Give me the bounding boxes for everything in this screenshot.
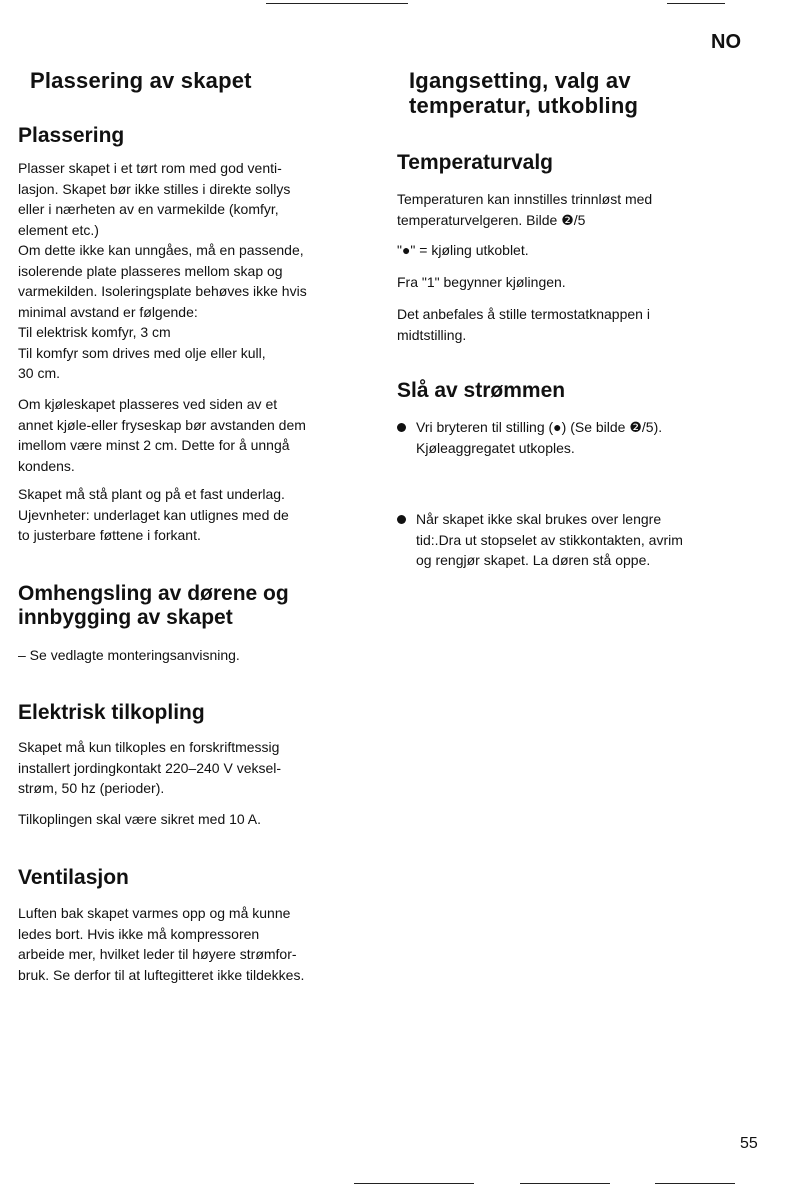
- text-line: Til komfyr som drives med olje eller kull,: [18, 344, 266, 361]
- text-line: Om kjøleskapet plasseres ved siden av et: [18, 396, 278, 412]
- text-line: kondens.: [18, 457, 75, 474]
- bullet-dot-icon: [397, 423, 406, 432]
- language-code: NO: [711, 31, 741, 53]
- bottom-rule-2: [520, 1183, 610, 1184]
- text-line: Skapet må stå plant og på et fast underlag.: [18, 486, 285, 502]
- text-line: Når skapet ikke skal brukes over lengre: [416, 511, 662, 527]
- placement-paragraph-3: [18, 484, 378, 546]
- text-line: Kjøleaggregatet utkoples.: [416, 439, 575, 456]
- heading-doors: [18, 582, 289, 630]
- text-line: installert jordingkontakt 220–240 V veksel-: [18, 759, 282, 776]
- page-number: 55: [740, 1135, 758, 1152]
- text-line: Temperaturen kan innstilles trinnløst med: [397, 191, 653, 207]
- heading-placement: Plassering: [18, 124, 125, 147]
- heading-power-off: Slå av strømmen: [397, 379, 566, 402]
- text-line: element etc.): [18, 221, 99, 238]
- text-line: Om dette ikke kan unngåes, må en passende,: [18, 242, 304, 258]
- electrical-paragraph-1: [18, 737, 378, 799]
- text-line: temperaturvelgeren. Bilde ❷/5: [397, 211, 586, 228]
- text-line: 30 cm.: [18, 365, 61, 381]
- heading-doors-line-1: Omhengsling av dørene og: [18, 582, 289, 605]
- power-off-bullet-2: [397, 509, 796, 571]
- text-line: midtstilling.: [397, 326, 467, 343]
- electrical-paragraph-2: Tilkoplingen skal være sikret med 10 A.: [18, 811, 262, 827]
- section-title-startup-line-1: Igangsetting, valg av: [409, 68, 631, 93]
- doors-text: – Se vedlagte monteringsanvisning.: [18, 647, 240, 663]
- text-line: minimal avstand er følgende:: [18, 303, 198, 320]
- text-line: Plasser skapet i et tørt rom med god venti-: [18, 160, 282, 176]
- heading-ventilation: Ventilasjon: [18, 866, 129, 889]
- text-line: Vri bryteren til stilling (●) (Se bilde ❷/5).: [416, 419, 663, 435]
- text-line: varmekilden. Isoleringsplate behøves ikke hvis: [18, 283, 307, 299]
- text-line: tid:.Dra ut stopselet av stikkontakten, avrim: [416, 531, 683, 548]
- power-off-bullet-1: [397, 417, 796, 458]
- placement-paragraph-2: [18, 394, 378, 476]
- placement-paragraph-1: [18, 158, 378, 384]
- text-line: ledes bort. Hvis ikke må kompressoren: [18, 925, 260, 942]
- temperature-paragraph-1: [397, 189, 787, 230]
- text-line: bruk. Se derfor til at luftegitteret ikke tildekkes.: [18, 966, 305, 983]
- heading-temperature: Temperaturvalg: [397, 151, 553, 174]
- section-title-placement: Plassering av skapet: [30, 68, 252, 93]
- bullet-dot-icon: [397, 515, 406, 524]
- text-line: Det anbefales å stille termostatknappen i: [397, 306, 650, 322]
- text-line: Til elektrisk komfyr, 3 cm: [18, 324, 171, 340]
- heading-doors-line-2: innbygging av skapet: [18, 606, 233, 629]
- text-line: arbeide mer, hvilket leder til høyere strømfor-: [18, 946, 297, 962]
- bottom-rule-3: [655, 1183, 735, 1184]
- bottom-rule-1: [354, 1183, 474, 1184]
- temperature-paragraph-3: Fra "1" begynner kjølingen.: [397, 274, 566, 290]
- section-title-startup-line-2: temperatur, utkobling: [409, 93, 639, 118]
- text-line: Ujevnheter: underlaget kan utlignes med de: [18, 506, 289, 523]
- text-line: to justerbare føttene i forkant.: [18, 527, 201, 543]
- text-line: isolerende plate plasseres mellom skap og: [18, 262, 283, 279]
- top-rule-1: [266, 3, 408, 4]
- section-title-startup: [409, 68, 638, 118]
- text-line: Skapet må kun tilkoples en forskriftmessig: [18, 739, 280, 755]
- ventilation-paragraph: [18, 903, 388, 985]
- text-line: lasjon. Skapet bør ikke stilles i direkte sollys: [18, 180, 291, 197]
- text-line: imellom være minst 2 cm. Dette for å unngå: [18, 437, 290, 453]
- text-line: eller i nærheten av en varmekilde (komfyr,: [18, 201, 279, 217]
- temperature-paragraph-2: "●" = kjøling utkoblet.: [397, 242, 529, 258]
- text-line: og rengjør skapet. La døren stå oppe.: [416, 552, 651, 568]
- text-line: Luften bak skapet varmes opp og må kunne: [18, 905, 291, 921]
- text-line: annet kjøle-eller fryseskap bør avstanden dem: [18, 416, 306, 433]
- temperature-paragraph-4: [397, 304, 787, 345]
- top-rule-2: [667, 3, 725, 4]
- text-line: strøm, 50 hz (perioder).: [18, 780, 165, 796]
- heading-electrical: Elektrisk tilkopling: [18, 701, 205, 724]
